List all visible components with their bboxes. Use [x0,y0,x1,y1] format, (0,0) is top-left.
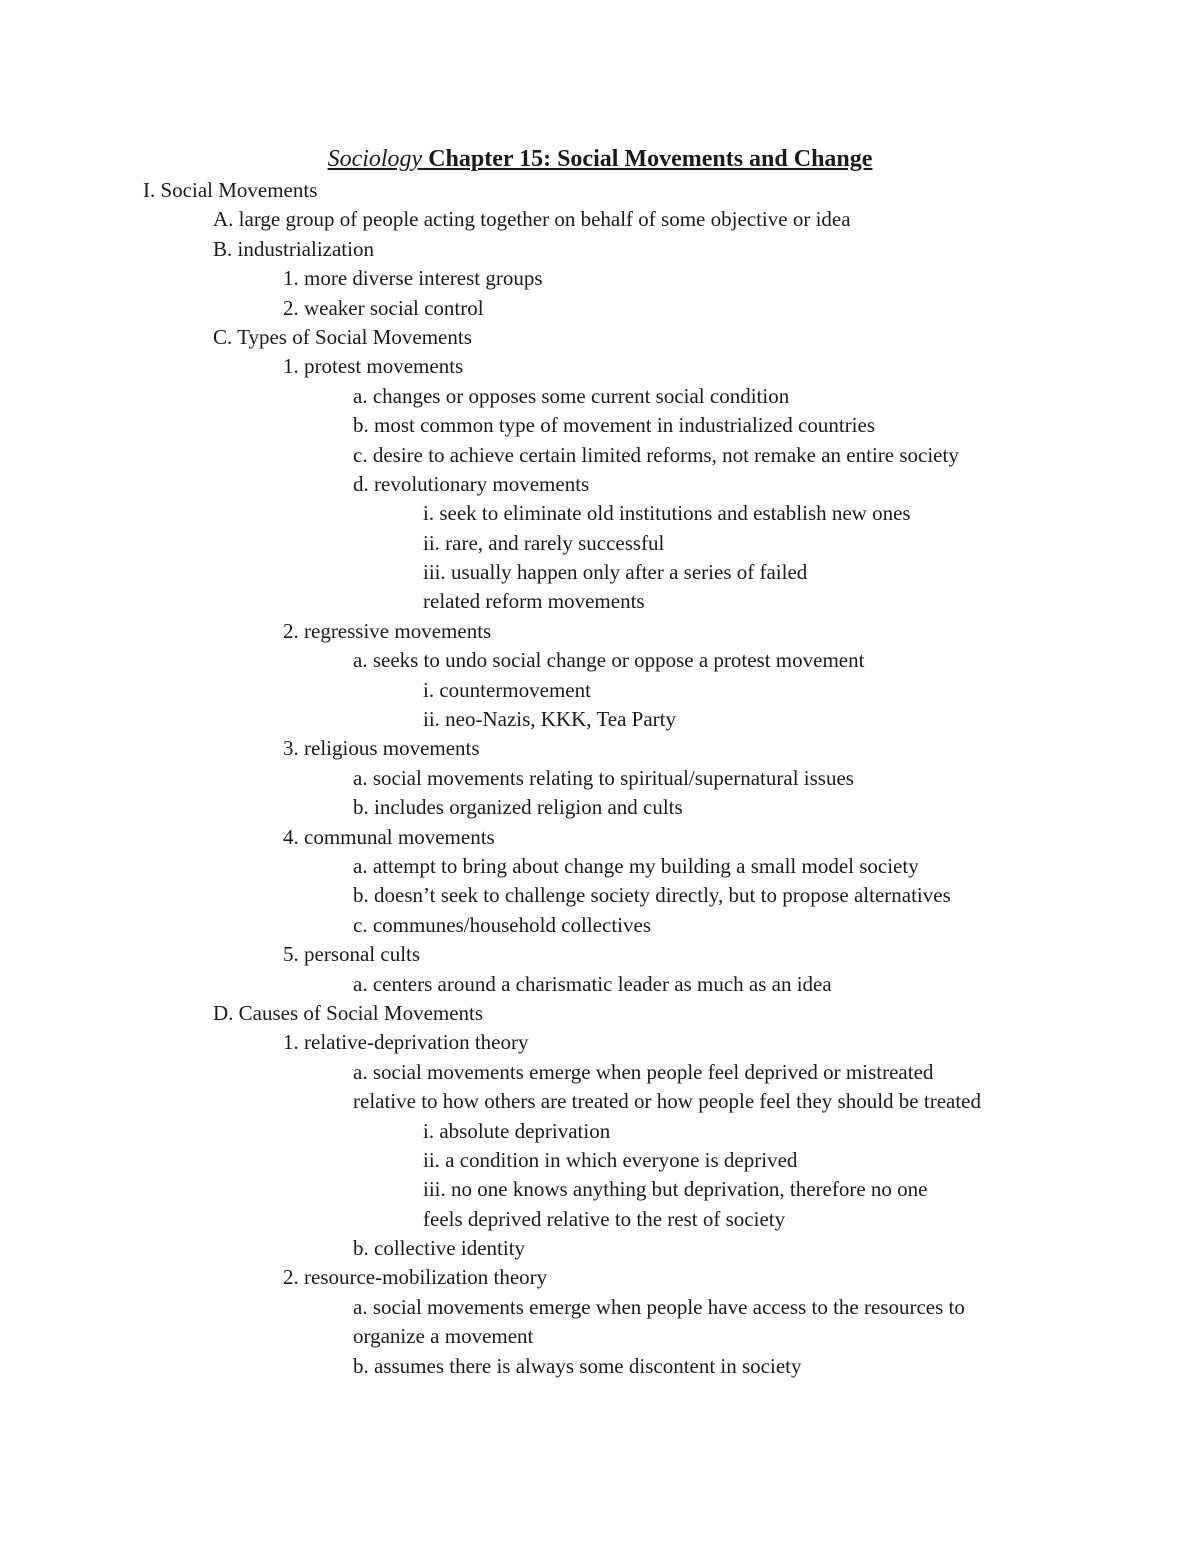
outline-line: related reform movements [423,589,645,614]
outline-line: ii. neo-Nazis, KKK, Tea Party [423,707,676,732]
page-title [0,143,1200,175]
outline-line: ii. rare, and rarely successful [423,530,665,555]
outline-line: 1. more diverse interest groups [283,266,543,291]
outline-line: D. Causes of Social Movements [213,1000,484,1025]
outline-line: i. seek to eliminate old institutions and establish new ones [423,501,911,526]
outline-list [0,176,1200,1381]
outline-line: a. changes or opposes some current social condition [353,383,790,408]
outline-line: i. absolute deprivation [423,1118,611,1143]
outline-line: a. social movements emerge when people feel deprived or mistreated [353,1059,934,1084]
outline-line: b. most common type of movement in industrialized countries [353,413,875,438]
outline-line: a. social movements emerge when people have access to the resources to [353,1294,965,1319]
outline-line: 1. relative-deprivation theory [283,1030,529,1055]
outline-line: c. communes/household collectives [353,912,652,937]
outline-line: A. large group of people acting together on behalf of some objective or idea [213,207,851,232]
outline-line: iii. usually happen only after a series of failed [423,560,808,585]
outline-line: relative to how others are treated or how people feel they should be treated [353,1089,982,1114]
title-course-name: Sociology [327,146,423,172]
title-chapter-text: Chapter 15: Social Movements and Change [422,146,873,172]
outline-line: ii. a condition in which everyone is deprived [423,1147,798,1172]
outline-line: c. desire to achieve certain limited reforms, not remake an entire society [353,442,959,467]
outline-line: B. industrialization [213,236,374,261]
outline-line: 2. weaker social control [283,295,484,320]
outline-line: 4. communal movements [283,824,495,849]
outline-line: b. includes organized religion and cults [353,795,683,820]
outline-line: a. social movements relating to spiritual/supernatural issues [353,765,854,790]
outline-line: a. seeks to undo social change or oppose a protest movement [353,648,865,673]
outline-line: 2. resource-mobilization theory [283,1265,548,1290]
outline-line: feels deprived relative to the rest of society [423,1206,786,1231]
outline-line: 1. protest movements [283,354,464,379]
outline-line: 3. religious movements [283,736,480,761]
outline-line: b. doesn’t seek to challenge society directly, but to propose alternatives [353,883,951,908]
outline-line: I. Social Movements [143,178,318,202]
outline-line: organize a movement [353,1324,534,1349]
outline-line: 2. regressive movements [283,618,492,643]
outline-line: 5. personal cults [283,942,421,967]
outline-line: a. centers around a charismatic leader as much as an idea [353,971,832,996]
outline-line: i. countermovement [423,677,591,702]
outline-line: d. revolutionary movements [353,471,590,496]
outline-line: C. Types of Social Movements [213,324,472,349]
outline-line: b. collective identity [353,1236,526,1261]
outline-line: iii. no one knows anything but deprivation, therefore no one [423,1177,928,1202]
outline-line: b. assumes there is always some discontent in society [353,1353,802,1378]
outline-line: a. attempt to bring about change my building a small model society [353,853,919,878]
